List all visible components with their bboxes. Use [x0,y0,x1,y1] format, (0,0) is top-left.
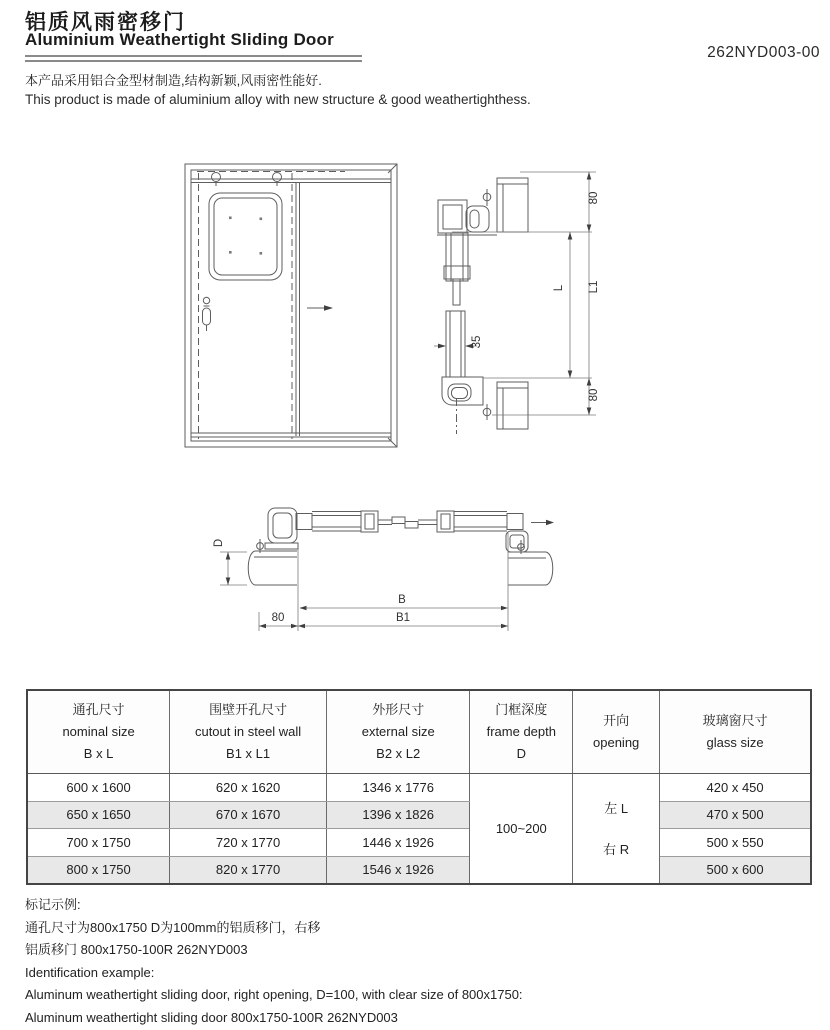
cell-nominal: 700 x 1750 [27,829,170,857]
dim-label-B: B [398,594,406,606]
title-double-rule [25,55,362,62]
cell-cutout: 820 x 1770 [170,856,327,884]
col-header-frame-depth [470,690,573,774]
col-header-glass-size [660,690,811,774]
cell-cutout: 670 x 1670 [170,801,327,829]
header-zh: 开向 [603,713,630,728]
technical-drawings [0,128,830,678]
cell-external: 1546 x 1926 [326,856,469,884]
cell-nominal: 800 x 1750 [27,856,170,884]
opening-right: 右 R [603,842,630,858]
header-zh: 围壁开孔尺寸 [209,702,288,717]
roller-hanger-icon [273,173,282,182]
roller-hanger-icon [212,173,221,182]
table-row [27,829,811,857]
identification-notes [25,894,523,1029]
header-sym: B x L [83,746,114,761]
dim-label-80: 80 [271,612,285,624]
bolt-icon [483,404,491,420]
dim-label-D: D [213,538,225,548]
header-sym: D [516,746,526,761]
note-en-line1: Aluminum weathertight sliding door, right opening, D=100, with clear size of 800x1750: [25,987,523,1002]
door-frame-outer [185,164,397,447]
horizontal-section-drawing [213,508,554,631]
slide-direction-arrow [531,520,554,525]
dim-label-B1: B1 [395,612,411,624]
document-number: 262NYD003-00 [707,44,820,61]
cell-opening [573,774,660,884]
page-title-en: Aluminium Weathertight Sliding Door [25,30,334,49]
col-header-nominal-size [27,690,170,774]
note-en-title: Identification example: [25,964,155,980]
front-view-drawing [185,164,397,447]
dim-label-80-top: 80 [588,191,600,205]
header-en: glass size [706,735,764,750]
col-header-opening [573,690,660,774]
dim-label-L1: L1 [588,280,600,294]
cell-external: 1346 x 1776 [326,774,469,802]
header-sym: B1 x L1 [226,746,271,761]
note-en-line2: Aluminum weathertight sliding door 800x1750-100R 262NYD003 [25,1009,398,1025]
header-zh: 玻璃窗尺寸 [702,713,768,728]
door-window-outer [209,193,282,280]
spec-table [26,689,812,885]
cell-external: 1396 x 1826 [326,801,469,829]
cell-external: 1446 x 1926 [326,829,469,857]
dim-label-35: 35 [471,335,483,349]
slide-direction-arrow [307,305,333,311]
header-en: external size [361,724,435,739]
door-handle [203,297,211,331]
header-sym: B2 x L2 [376,746,421,761]
note-zh-line2: 铝质移门 800x1750-100R 262NYD003 [25,942,248,957]
col-header-external-size [326,690,469,774]
cell-glass: 420 x 450 [660,774,811,802]
dim-label-80-bottom: 80 [588,388,600,402]
cell-frame-depth: 100~200 [470,774,573,884]
dim-label-L: L [553,284,565,292]
header-en: cutout in steel wall [194,724,302,739]
bolt-icon [483,189,491,206]
header-zh: 外形尺寸 [372,702,425,717]
cell-cutout: 620 x 1620 [170,774,327,802]
header-en: frame depth [486,724,556,739]
table-row [27,801,811,829]
product-description-en: This product is made of aluminium alloy with new structure & good weathertighthess. [25,92,531,107]
opening-left: 左 L [604,801,629,817]
cell-glass: 470 x 500 [660,801,811,829]
cell-glass: 500 x 600 [660,856,811,884]
col-header-cutout [170,690,327,774]
header-en: nominal size [62,724,135,739]
header-en: opening [593,735,640,750]
page-title-zh: 铝质风雨密移门 [25,11,186,34]
door-window-inner [214,198,277,275]
product-description-zh: 本产品采用铝合金型材制造,结构新颖,风雨密性能好. [25,73,322,88]
header-zh: 门框深度 [495,702,548,717]
table-row [27,856,811,884]
header-zh: 通孔尺寸 [72,702,125,717]
cell-glass: 500 x 550 [660,829,811,857]
table-header-row [27,690,811,774]
door-frame-inner [191,170,391,441]
vertical-section-drawing [434,172,600,434]
table-row [27,774,811,802]
cell-nominal: 650 x 1650 [27,801,170,829]
note-zh-line1: 通孔尺寸为800x1750 D为100mm的铝质移门，右移 [25,919,321,935]
cell-cutout: 720 x 1770 [170,829,327,857]
cell-nominal: 600 x 1600 [27,774,170,802]
note-zh-title: 标记示例: [25,897,81,912]
